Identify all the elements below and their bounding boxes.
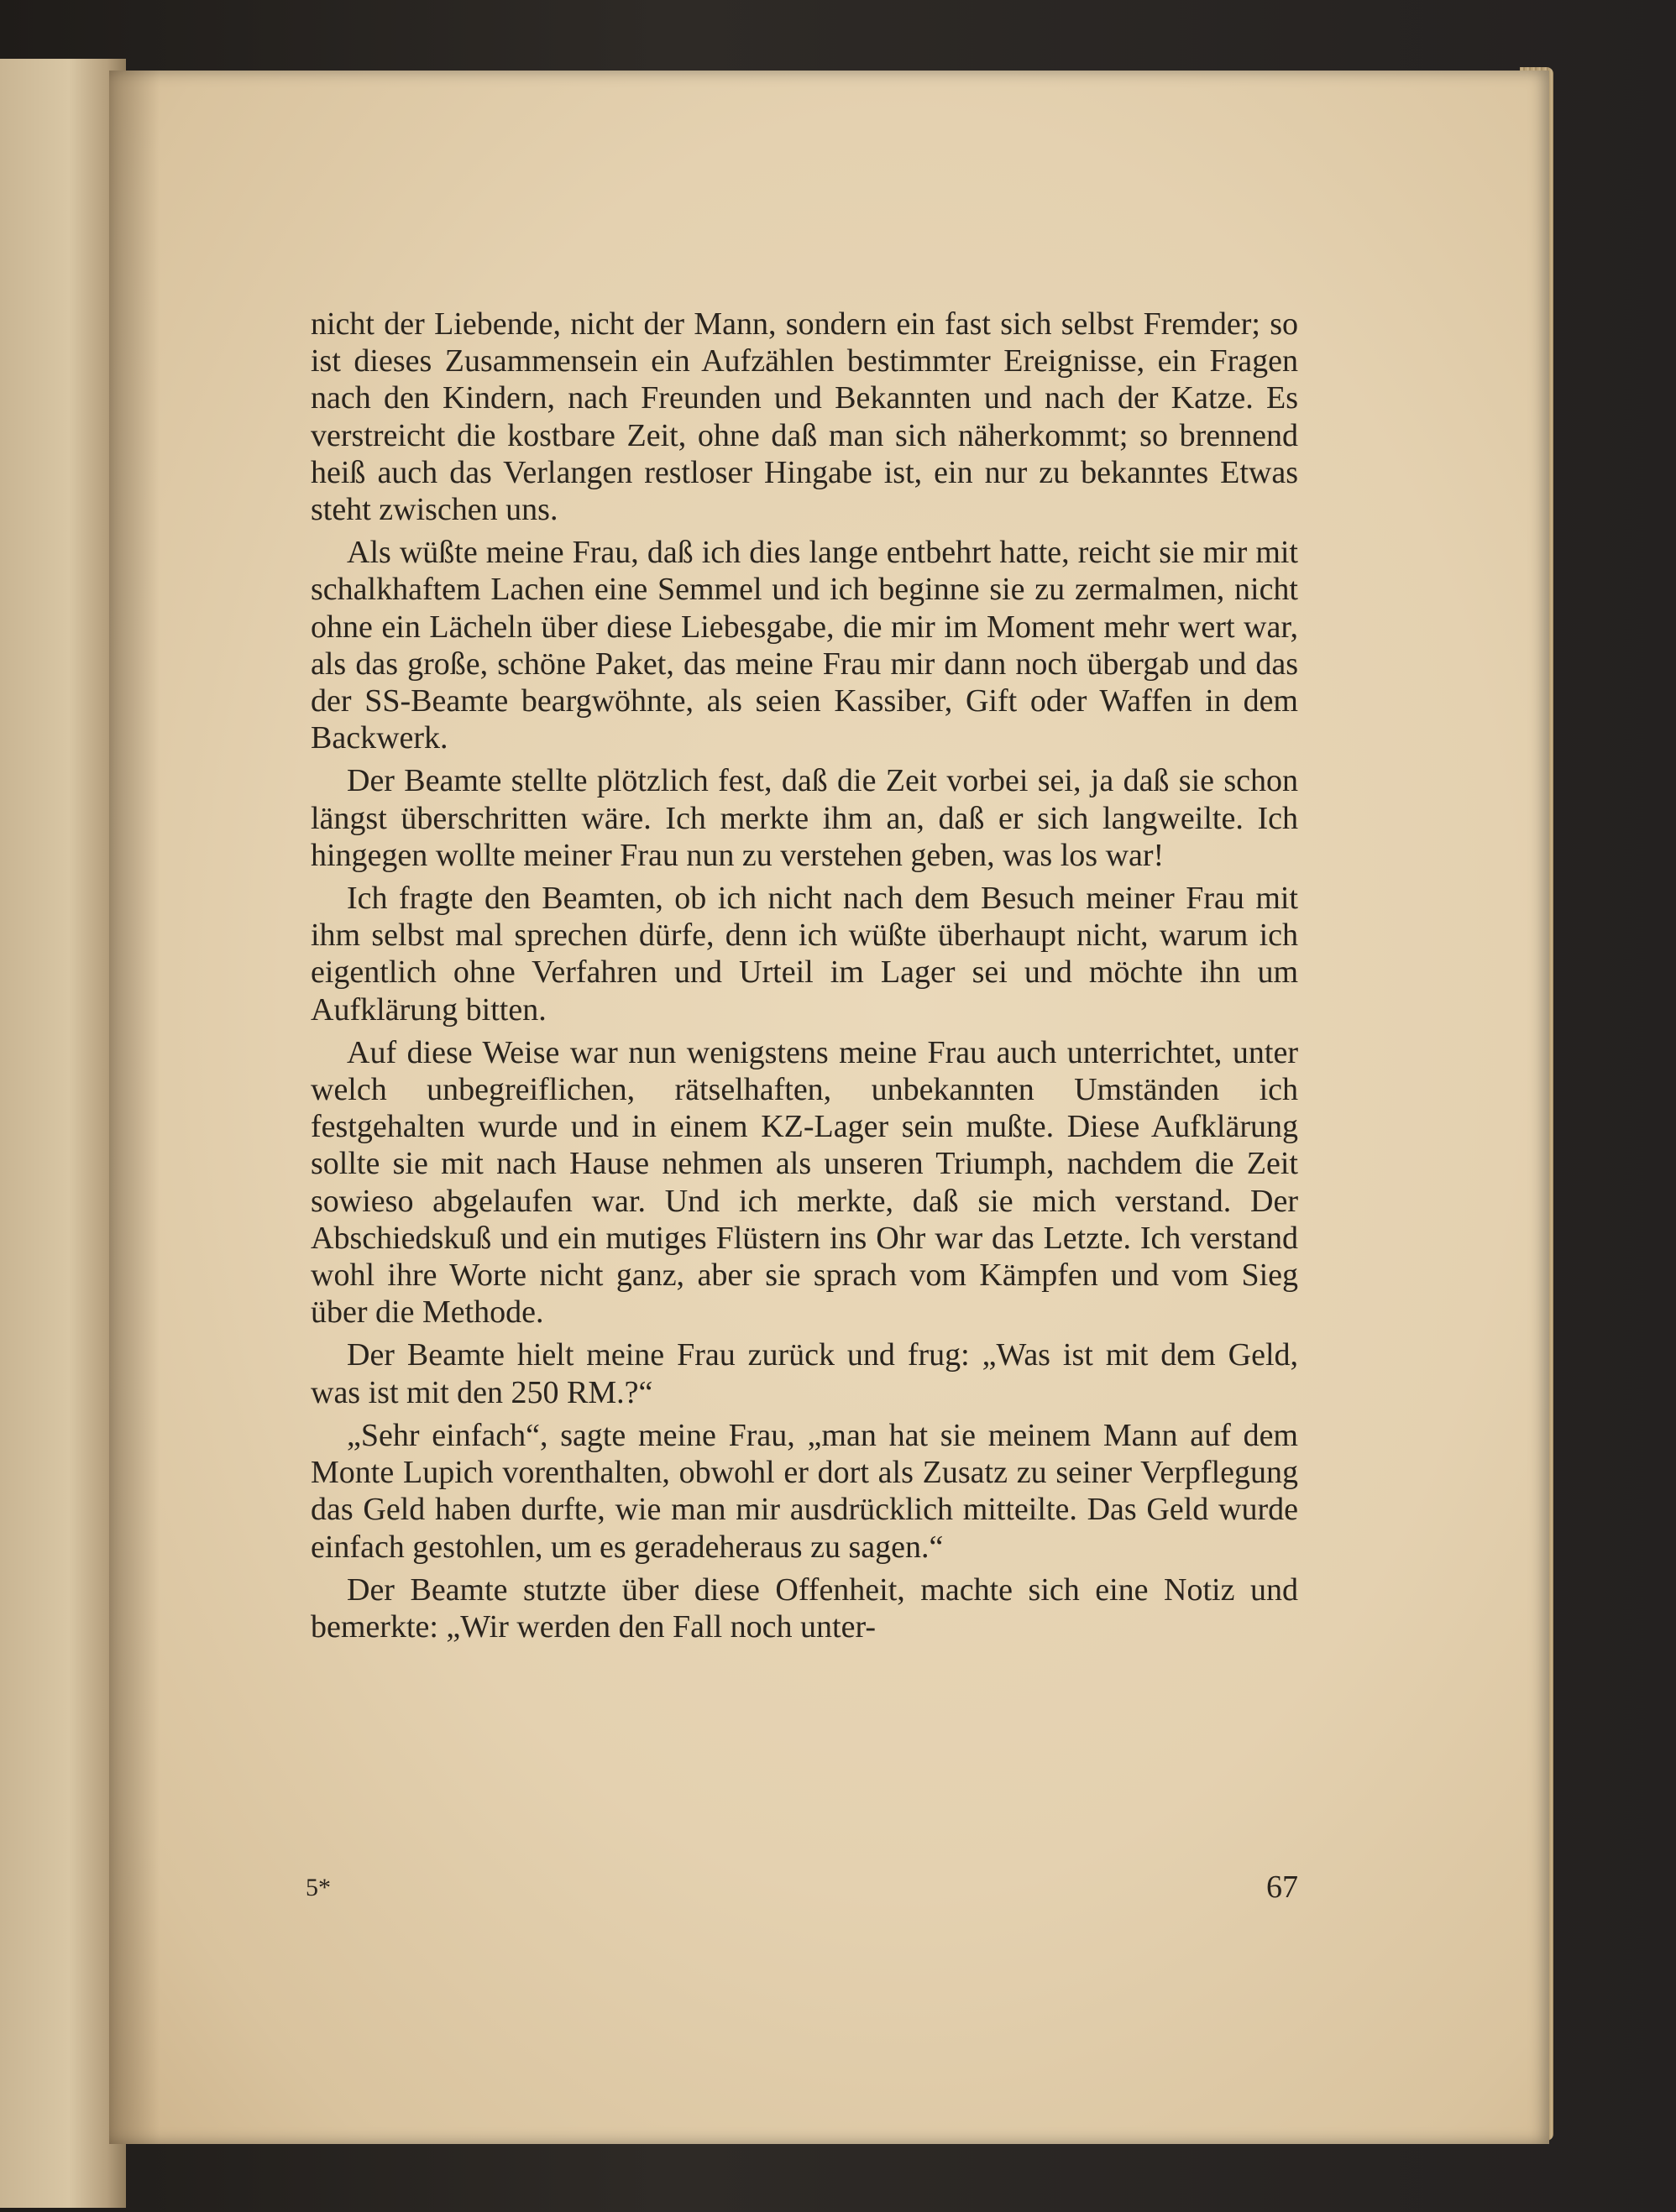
paragraph-4: Ich fragte den Beamten, ob ich nicht nach dem Besuch meiner Frau mit ihm selbst mal sprechen dürfe, denn ich wüßte überhaupt nicht, warum ich eigentlich ohne Verfahren und Urteil im Lager sei und möchte ihn um Aufklärung bitten. (311, 881, 1298, 1028)
body-text (311, 306, 1298, 1651)
page-number: 67 (1266, 1869, 1298, 1905)
paragraph-1: nicht der Liebende, nicht der Mann, sondern ein fast sich selbst Fremder; so ist dieses Zusammensein ein Aufzählen bestimmter Ereignisse, ein Fragen nach den Kindern, nach Freunden und Bekannten und nach der Katze. Es verstreicht die kostbare Zeit, ohne daß man sich näherkommt; so brennend heiß auch das Verlangen restloser Hingabe ist, ein nur zu bekanntes Etwas steht zwischen uns. (311, 306, 1298, 528)
paragraph-7: „Sehr einfach“, sagte meine Frau, „man hat sie meinem Mann auf dem Monte Lupich vorenthalten, obwohl er dort als Zusatz zu seiner Verpflegung das Geld haben durfte, wie man mir ausdrücklich mitteilte. Das Geld wurde einfach gestohlen, um es geradeheraus zu sagen.“ (311, 1417, 1298, 1565)
signature-mark: 5* (306, 1874, 331, 1901)
paragraph-6: Der Beamte hielt meine Frau zurück und frug: „Was ist mit dem Geld, was ist mit den 250 RM.?“ (311, 1337, 1298, 1410)
gutter-shadow (109, 71, 160, 2144)
paragraph-8: Der Beamte stutzte über diese Offenheit, machte sich eine Notiz und bemerkte: „Wir werden den Fall noch unter- (311, 1571, 1298, 1645)
paragraph-5: Auf diese Weise war nun wenigstens meine Frau auch unterrichtet, unter welch unbegreiflichen, rätselhaften, unbekannten Umständen ich festgehalten wurde und in einem KZ-Lager sein mußte. Diese Aufklärung sollte sie mit nach Hause nehmen als unseren Triumph, nachdem die Zeit sowieso abgelaufen war. Und ich merkte, daß sie mich verstand. Der Abschiedskuß und ein mutiges Flüstern ins Ohr war das Letzte. Ich verstand wohl ihre Worte nicht ganz, aber sie sprach vom Kämpfen und vom Sieg über die Methode. (311, 1034, 1298, 1331)
paragraph-2: Als wüßte meine Frau, daß ich dies lange entbehrt hatte, reicht sie mir mit schalkhaftem Lachen eine Semmel und ich beginne sie zu zermalmen, nicht ohne ein Lächeln über diese Liebesgabe, die mir im Moment mehr wert war, als das große, schöne Paket, das meine Frau mir dann noch übergab und das der SS-Beamte beargwöhnte, als seien Kassiber, Gift oder Waffen in dem Backwerk. (311, 535, 1298, 756)
previous-page-edge (0, 59, 126, 2208)
paragraph-3: Der Beamte stellte plötzlich fest, daß die Zeit vorbei sei, ja daß sie schon längst überschritten wäre. Ich merkte ihm an, daß er sich langweilte. Ich hingegen wollte meiner Frau nun zu verstehen geben, was los war! (311, 763, 1298, 873)
